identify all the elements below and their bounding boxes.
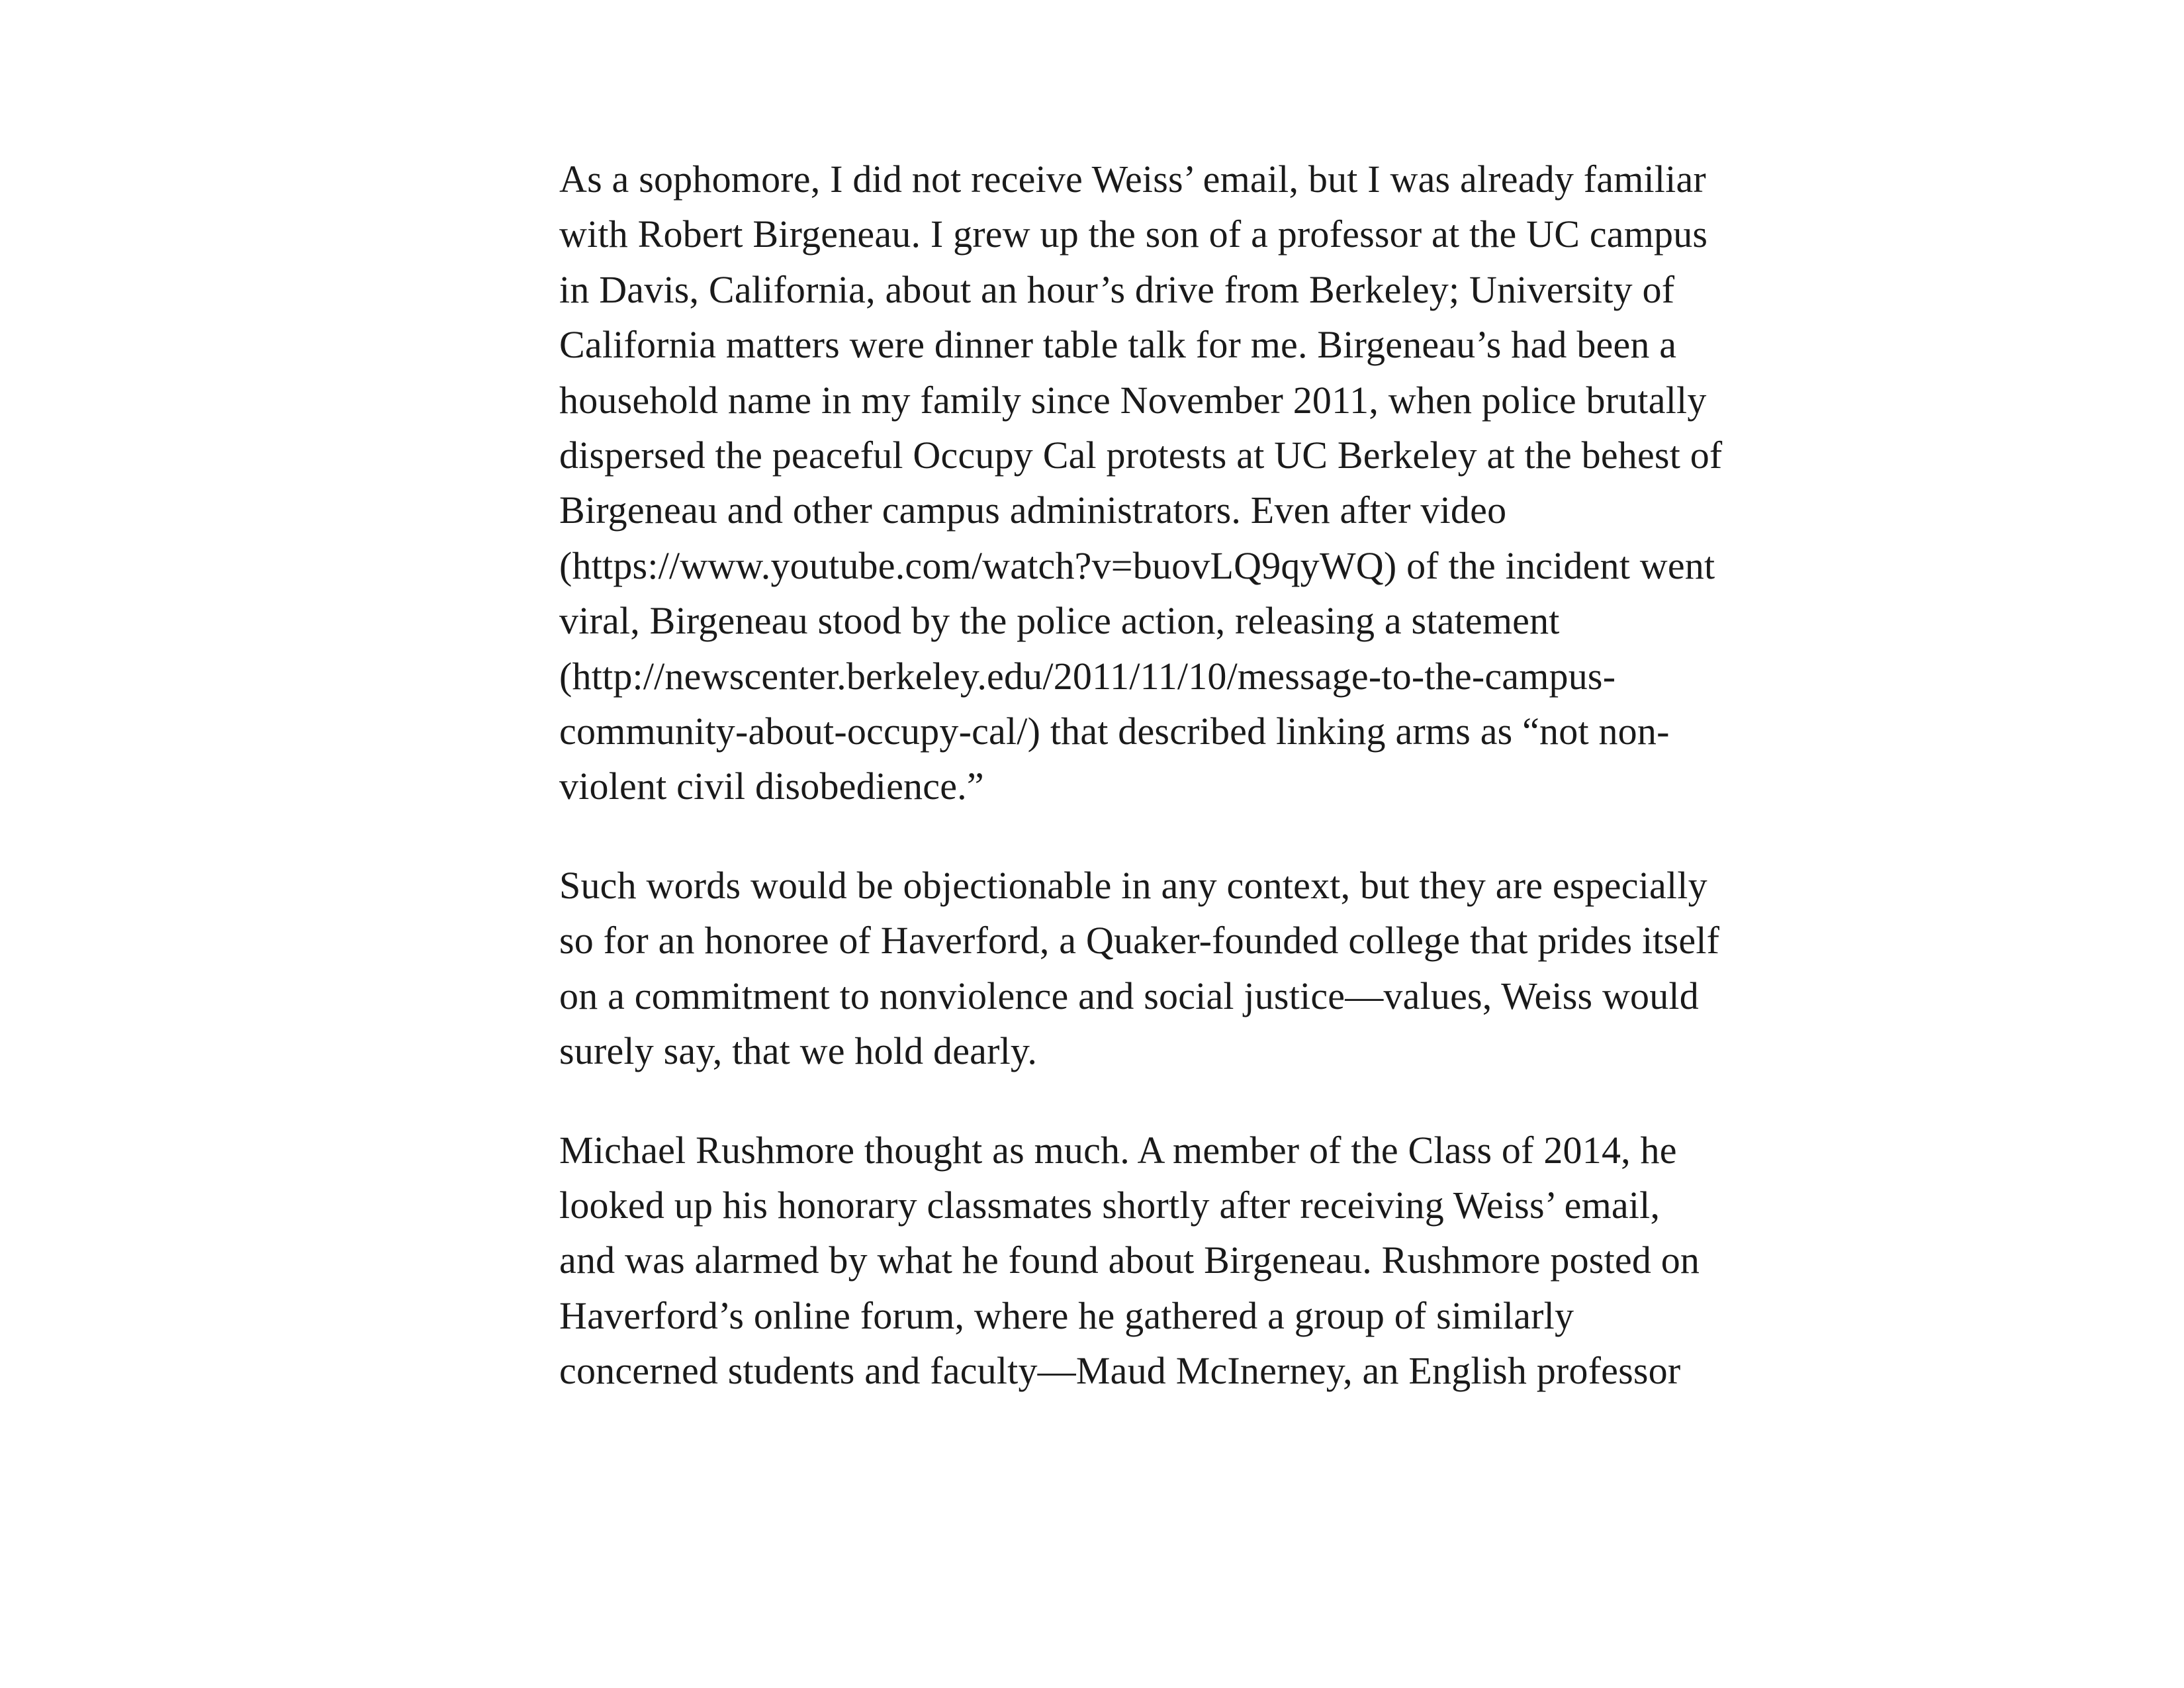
- text-line: viral, Birgeneau stood by the police action, releasing a statement: [559, 599, 1560, 643]
- text-line: violent civil disobedience.”: [559, 765, 984, 808]
- text-line: looked up his honorary classmates shortly after receiving Weiss’ email,: [559, 1183, 1661, 1227]
- text-line: concerned students and faculty—Maud McInerney, an English professor: [559, 1349, 1681, 1393]
- text-line: Haverford’s online forum, where he gathered a group of similarly: [559, 1293, 1574, 1337]
- text-line-with-url: community-about-occupy-cal/) that described linking arms as “not non-: [559, 710, 1670, 753]
- text-line: dispersed the peaceful Occupy Cal protests at UC Berkeley at the behest of: [559, 434, 1723, 477]
- paragraph-2: [559, 858, 1916, 1079]
- text-line-with-url: (https://www.youtube.com/watch?v=buovLQ9qyWQ) of the incident went: [559, 543, 1715, 587]
- text-line-with-url: (http://newscenter.berkeley.edu/2011/11/10/message-to-the-campus-: [559, 654, 1616, 698]
- paragraph-1: [559, 152, 1916, 814]
- text-line: and was alarmed by what he found about Birgeneau. Rushmore posted on: [559, 1239, 1700, 1282]
- text-line: California matters were dinner table talk for me. Birgeneau’s had been a: [559, 323, 1677, 367]
- text-line: Birgeneau and other campus administrators. Even after video: [559, 489, 1507, 532]
- text-line: Michael Rushmore thought as much. A member of the Class of 2014, he: [559, 1128, 1677, 1172]
- text-line: surely say, that we hold dearly.: [559, 1029, 1038, 1073]
- text-line: Such words would be objectionable in any context, but they are especially: [559, 863, 1707, 907]
- text-line: household name in my family since November 2011, when police brutally: [559, 378, 1707, 422]
- text-line: with Robert Birgeneau. I grew up the son of a professor at the UC campus: [559, 212, 1708, 256]
- text-line: so for an honoree of Haverford, a Quaker-founded college that prides itself: [559, 919, 1720, 962]
- text-line: in Davis, California, about an hour’s drive from Berkeley; University of: [559, 267, 1675, 311]
- text-line: on a commitment to nonviolence and social justice—values, Weiss would: [559, 974, 1699, 1017]
- article-text-column: [559, 152, 1916, 1442]
- paragraph-3: [559, 1123, 1916, 1399]
- text-line: As a sophomore, I did not receive Weiss’ email, but I was already familiar: [559, 158, 1706, 201]
